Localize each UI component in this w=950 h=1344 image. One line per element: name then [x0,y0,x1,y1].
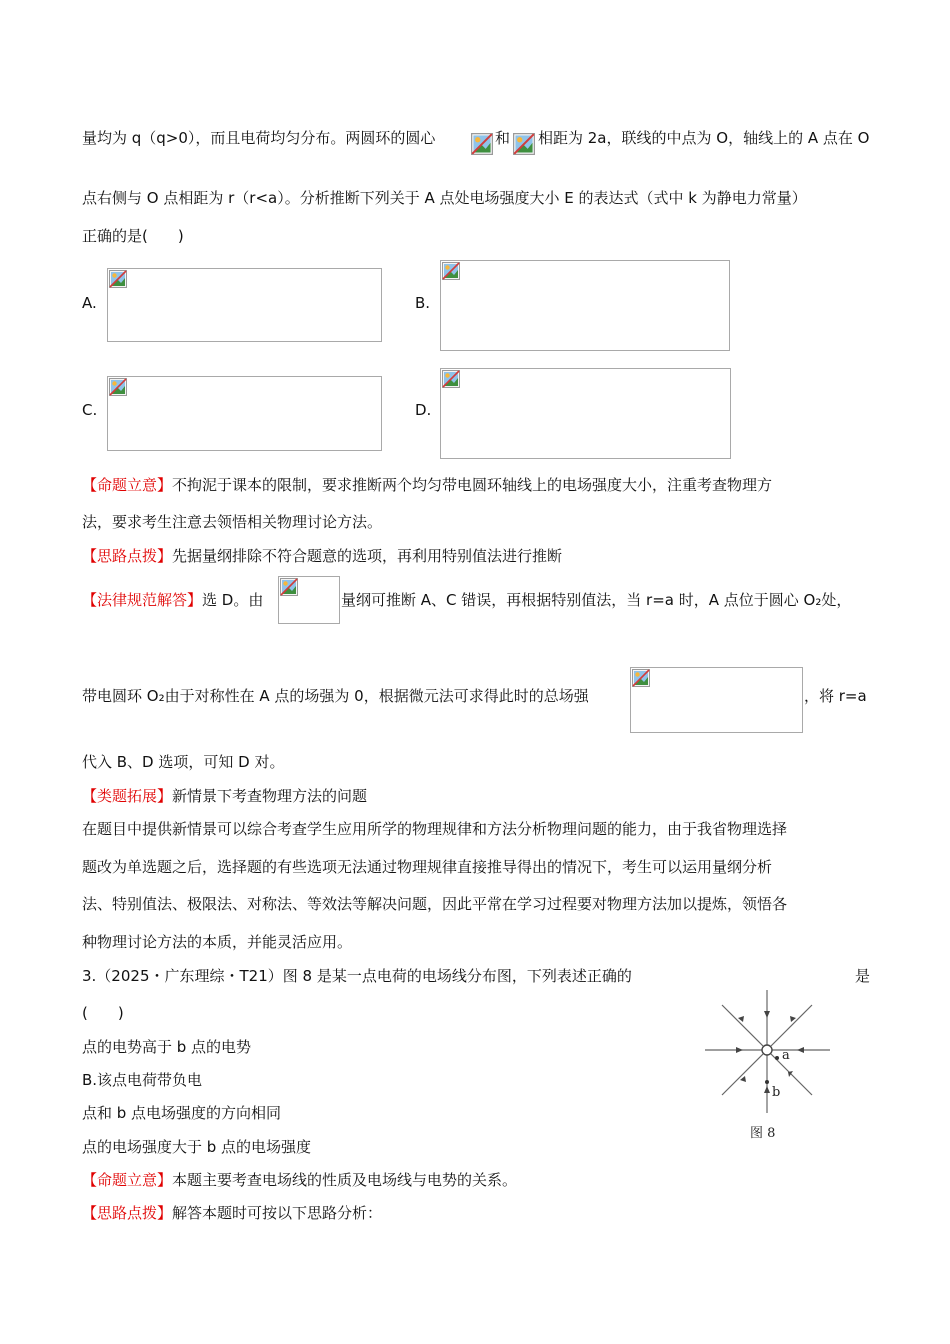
point-a-label: a [782,1048,790,1063]
point-charge [762,1045,772,1055]
answer-formula-2 [630,667,803,733]
option-c-formula [107,376,382,451]
question-text-line3: 正确的是( ) [82,227,184,245]
formula-image-icon [513,133,535,155]
section-answer-line3: 代入 B、D 选项，可知 D 对。 [82,753,285,771]
section-answer-line2-end: ，将 r=a [804,687,867,705]
q3-option-b: B.该点电荷带负电 [82,1071,203,1089]
section-text: 不拘泥于课本的限制，要求推断两个均匀带电圆环轴线上的电场强度大小，注重考查物理方 [172,476,773,494]
option-b-formula [440,260,730,351]
point-b-label: b [772,1085,781,1100]
question-text-line1b: 和 [495,129,511,147]
broken-image-icon [109,378,127,396]
q3-stem: 3.（2025・广东理综・T21）图 8 是某一点电荷的电场线分布图，下列表述正确的 [82,967,632,985]
option-a-label: A. [82,294,97,312]
section-tag: 【法律规范解答】 [82,591,203,609]
option-d-formula [440,368,731,459]
figure-caption: 图 8 [750,1126,776,1141]
section-tag: 【思路点拨】 [82,547,173,565]
section-tag: 【命题立意】 [82,1171,173,1189]
broken-image-icon [280,578,298,596]
extension-line3: 法、特别值法、极限法、对称法、等效法等解决问题，因此平常在学习过程要对物理方法加以提炼，领悟各 [82,895,788,913]
question-text-line1a: 量均为 q（q>0），而且电荷均匀分布。两圆环的圆心 [82,129,436,147]
section-text: 先据量纲排除不符合题意的选项，再利用特别值法进行推断 [172,547,563,565]
q3-option-d: 点的电场强度大于 b 点的电场强度 [82,1138,312,1156]
section-text: 选 D。由 [202,591,264,609]
q3-section-approach [82,1203,382,1223]
field-line-figure [700,985,835,1150]
q3-paren: ( ) [82,1004,124,1022]
section-intent [82,475,772,495]
q3-stem-end: 是 [855,967,871,985]
broken-image-icon [632,669,650,687]
broken-image-icon [442,262,460,280]
question-text-line1c: 相距为 2a，联线的中点为 O，轴线上的 A 点在 O [538,129,870,147]
q3-section-intent [82,1170,517,1190]
option-b-label: B. [415,294,431,312]
section-tag: 【思路点拨】 [82,1204,173,1222]
section-answer-line1b: 量纲可推断 A、C 错误，再根据特别值法，当 r=a 时，A 点位于圆心 O₂处， [341,591,852,609]
section-text: 新情景下考查物理方法的问题 [172,787,368,805]
extension-line4: 种物理讨论方法的本质，并能灵活应用。 [82,933,353,951]
option-d-label: D. [415,401,432,419]
section-tag: 【类题拓展】 [82,787,173,805]
section-approach [82,546,562,566]
section-tag: 【命题立意】 [82,476,173,494]
field-line-top-right [771,1005,812,1046]
option-c-label: C. [82,401,98,419]
extension-line2: 题改为单选题之后，选择题的有些选项无法通过物理规律直接推导得出的情况下，考生可以运用量纲分析 [82,858,773,876]
section-answer-line2: 带电圆环 O₂由于对称性在 A 点的场强为 0，根据微元法可求得此时的总场强 [82,687,589,705]
point-a-dot [775,1056,779,1060]
formula-image-icon [471,133,493,155]
point-b-dot [765,1080,769,1084]
section-text: 解答本题时可按以下思路分析： [172,1204,383,1222]
section-extension [82,786,367,806]
q3-option-a: 点的电势高于 b 点的电势 [82,1038,252,1056]
field-line-top-left [722,1005,763,1046]
section-intent-line2: 法，要求考生注意去领悟相关物理讨论方法。 [82,513,383,531]
answer-formula-1 [278,576,340,624]
option-a-formula [107,268,382,342]
broken-image-icon [442,370,460,388]
extension-line1: 在题目中提供新情景可以综合考查学生应用所学的物理规律和方法分析物理问题的能力，由于我省物理选择 [82,820,788,838]
section-text: 本题主要考查电场线的性质及电场线与电势的关系。 [172,1171,518,1189]
section-answer-line1a [82,590,263,610]
broken-image-icon [109,270,127,288]
field-line-bottom-left [722,1054,763,1095]
question-text-line2: 点右侧与 O 点相距为 r（r<a）。分析推断下列关于 A 点处电场强度大小 E 的表达式（式中 k 为静电力常量） [82,189,807,207]
q3-option-c: 点和 b 点电场强度的方向相同 [82,1104,282,1122]
